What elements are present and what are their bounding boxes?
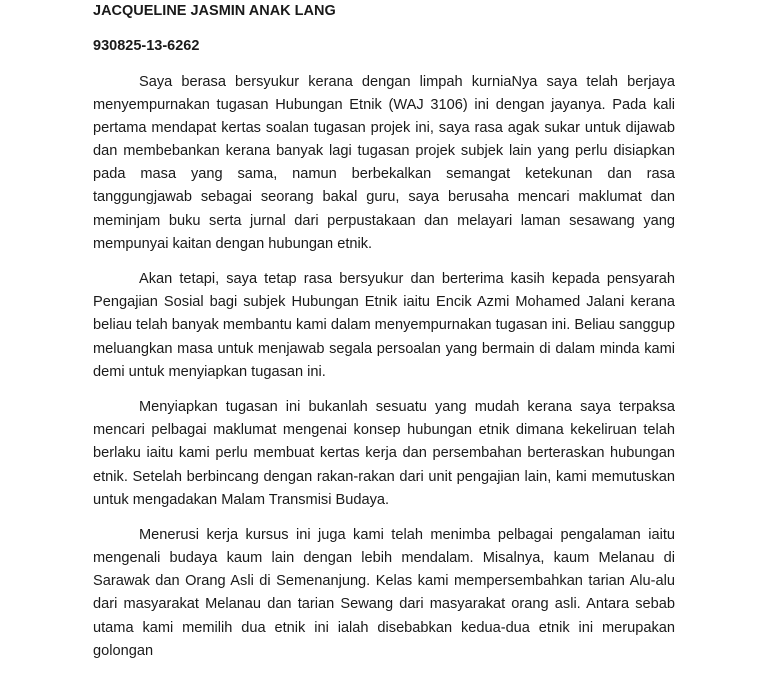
ic-number: 930825-13-6262 [93, 38, 200, 54]
reflection-body [93, 71, 675, 675]
paragraph-1: Saya berasa bersyukur kerana dengan limpah kurniaNya saya telah berjaya menyempurnakan tugasan Hubungan Etnik (WAJ 3106) ini dengan jayanya. Pada kali pertama mendapat kertas soalan tugasan projek ini, saya rasa agak sukar untuk dijawab dan membebankan kerana banyak lagi tugasan projek subjek lain yang perlu disiapkan pada masa yang sama, namun berbekalkan semangat ketekunan dan rasa tanggungjawab sebagai seorang bakal guru, saya berusaha mencari maklumat dan meminjam buku serta jurnal dari perpustakaan dan melayari laman sesawang yang mempunyai kaitan dengan hubungan etnik. [93, 74, 675, 252]
author-name: JACQUELINE JASMIN ANAK LANG [93, 3, 336, 19]
paragraph-4: Menerusi kerja kursus ini juga kami telah menimba pelbagai pengalaman iaitu mengenali budaya kaum lain dengan lebih mendalam. Misalnya, kaum Melanau di Sarawak dan Orang Asli di Semenanjung. Kelas kami mempersembahkan tarian Alu-alu dari masyarakat Melanau dan tarian Sewang dari masyarakat orang asli. Antara sebab utama kami memilih dua etnik ini ialah disebabkan kedua-dua etnik ini merupakan golongan [93, 527, 675, 659]
paragraph-2: Akan tetapi, saya tetap rasa bersyukur dan berterima kasih kepada pensyarah Pengajian Sosial bagi subjek Hubungan Etnik iaitu Encik Azmi Mohamed Jalani kerana beliau telah banyak membantu kami dalam menyempurnakan tugasan ini. Beliau sanggup meluangkan masa untuk menjawab segala persoalan yang bermain di dalam minda kami demi untuk menyiapkan tugasan ini. [93, 271, 675, 380]
paragraph-3: Menyiapkan tugasan ini bukanlah sesuatu yang mudah kerana saya terpaksa mencari pelbagai maklumat mengenai konsep hubungan etnik dimana kekeliruan telah berlaku iaitu kami perlu membuat kertas kerja dan persembahan berteraskan hubungan etnik. Setelah berbincang dengan rakan-rakan dari unit pengajian lain, kami memutuskan untuk mengadakan Malam Transmisi Budaya. [93, 399, 675, 508]
